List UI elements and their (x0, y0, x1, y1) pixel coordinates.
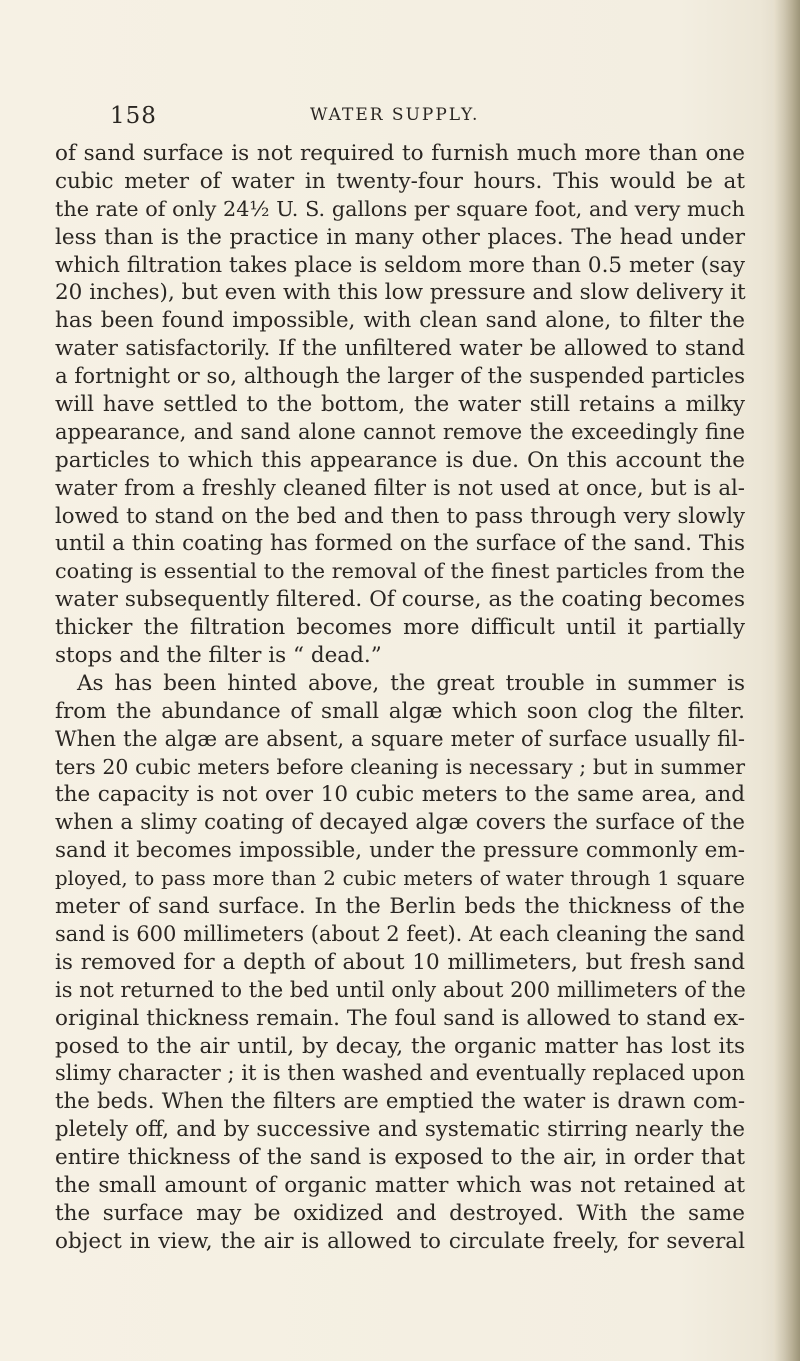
text-line: stops and the filter is “ dead.” (55, 643, 382, 669)
text-line: a fortnight or so, although the larger of the suspended particles (55, 364, 746, 390)
text-line: appearance, and sand alone cannot remove the exceedingly fine (55, 419, 745, 444)
text-line: until a thin coating has formed on the surface of the sand. This (55, 531, 745, 557)
text-line: will have settled to the bottom, the water still retains a milky (55, 392, 745, 418)
text-line: cubic meter of water in twenty-four hours. This would be at (55, 168, 745, 194)
text-line: When the algæ are absent, a square meter of surface usually fil- (55, 726, 745, 751)
text-line: thicker the filtration becomes more difficult until it partially (55, 615, 745, 641)
text-line: when a slimy coating of decayed algæ covers the surface of the (55, 810, 745, 836)
page-gutter-shadow (774, 0, 800, 1361)
text-line: posed to the air until, by decay, the organic matter has lost its (55, 1033, 745, 1059)
text-line: is not returned to the bed until only about 200 millimeters of the (55, 977, 746, 1002)
text-line: particles to which this appearance is due. On this account the (55, 447, 745, 473)
text-line: 20 inches), but even with this low pressure and slow delivery it (55, 280, 746, 306)
text-line: the surface may be oxidized and destroyed. With the same (55, 1200, 745, 1226)
text-line: water subsequently filtered. Of course, as the coating becomes (55, 587, 745, 613)
text-line: slimy character ; it is then washed and eventually replaced upon (55, 1061, 745, 1086)
text-line: original thickness remain. The foul sand is allowed to stand ex- (55, 1005, 745, 1031)
text-line: As has been hinted above, the great trouble in summer is (77, 670, 745, 696)
text-line: sand is 600 millimeters (about 2 feet). At each cleaning the sand (55, 921, 745, 946)
text-line: ployed, to pass more than 2 cubic meters of water through 1 square (55, 867, 745, 891)
text-line: the small amount of organic matter which was not retained at (55, 1172, 745, 1198)
text-line: water satisfactorily. If the unfiltered water be allowed to stand (55, 336, 745, 362)
text-line: meter of sand surface. In the Berlin beds the thickness of the (55, 894, 745, 920)
page-number: 158 (110, 103, 157, 129)
text-line: entire thickness of the sand is exposed to the air, in order that (55, 1145, 745, 1171)
text-line: less than is the practice in many other places. The head under (55, 224, 745, 250)
text-line: object in view, the air is allowed to circulate freely, for several (55, 1228, 745, 1254)
text-line: is removed for a depth of about 10 millimeters, but fresh sand (55, 949, 745, 975)
text-line: sand it becomes impossible, under the pressure commonly em- (55, 838, 745, 864)
text-line: from the abundance of small algæ which soon clog the filter. (55, 698, 745, 724)
text-line: pletely off, and by successive and systematic stirring nearly the (55, 1117, 745, 1143)
text-line: of sand surface is not required to furnish much more than one (55, 141, 745, 166)
text-line: the beds. When the filters are emptied the water is drawn com- (55, 1089, 745, 1115)
page-header (110, 103, 730, 133)
text-line: has been found impossible, with clean sand alone, to filter the (55, 308, 745, 334)
text-line: coating is essential to the removal of the finest particles from the (55, 559, 745, 584)
text-line: lowed to stand on the bed and then to pass through very slowly (55, 503, 745, 529)
text-line: ters 20 cubic meters before cleaning is necessary ; but in summer (55, 754, 745, 779)
body-text (55, 140, 745, 1256)
text-line: which filtration takes place is seldom more than 0.5 meter (say (55, 252, 745, 278)
text-line: the rate of only 24½ U. S. gallons per square foot, and very much (55, 196, 745, 221)
running-head: WATER SUPPLY. (310, 105, 480, 125)
text-line: the capacity is not over 10 cubic meters to the same area, and (55, 782, 745, 808)
text-line: water from a freshly cleaned filter is not used at once, but is al- (55, 475, 745, 501)
